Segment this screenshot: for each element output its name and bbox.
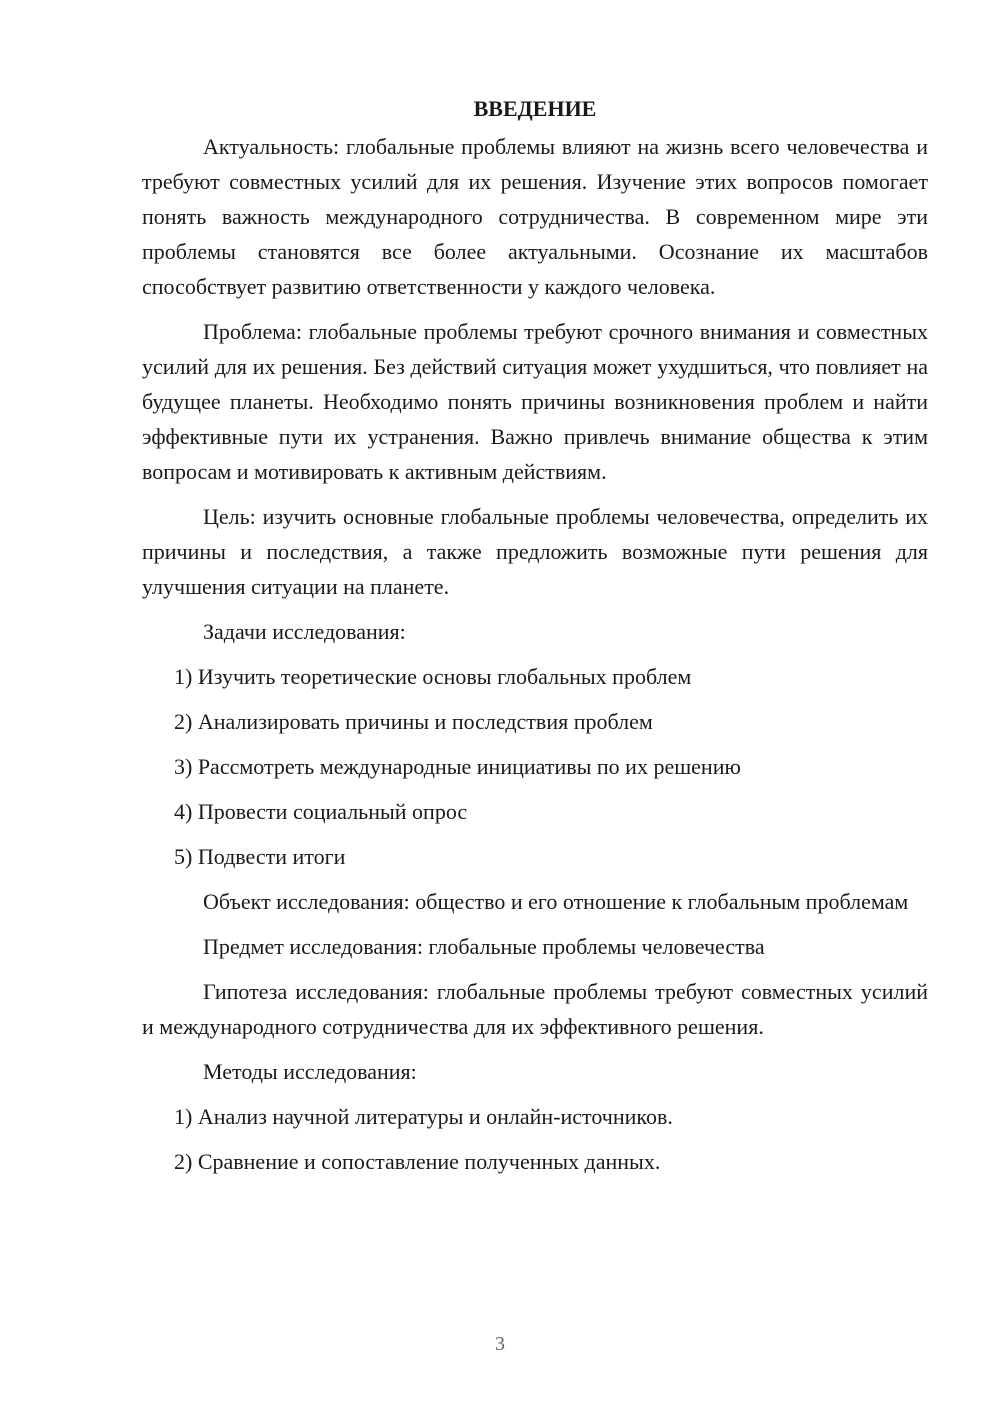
tasks-heading: Задачи исследования:: [203, 619, 406, 644]
goal-paragraph: Цель: изучить основные глобальные проблемы человечества, определить их причины и последствия, а также предложить возможные пути решения для улучшения ситуации на планете.: [142, 504, 928, 599]
relevance-paragraph: Актуальность: глобальные проблемы влияют на жизнь всего человечества и требуют совместных усилий для их решения. Изучение этих вопросов помогает понять важность международного сотрудничества. В современном мире эти проблемы становятся все более актуальными. Осознание их масштабов способствует развитию ответственности у каждого человека.: [142, 134, 928, 299]
hypothesis-paragraph: Гипотеза исследования: глобальные проблемы требуют совместных усилий и международного сотрудничества для их эффективного решения.: [142, 979, 928, 1039]
subject-paragraph: Предмет исследования: глобальные проблемы человечества: [203, 934, 765, 959]
list-item: 2) Анализировать причины и последствия проблем: [174, 709, 653, 734]
document-title: ВВЕДЕНИЕ: [473, 96, 597, 121]
problem-paragraph: Проблема: глобальные проблемы требуют срочного внимания и совместных усилий для их решения. Без действий ситуация может ухудшиться, что повлияет на будущее планеты. Необходимо понять причины возникновения проблем и найти эффективные пути их устранения. Важно привлечь внимание общества к этим вопросам и мотивировать к активным действиям.: [142, 319, 928, 484]
list-item: 1) Изучить теоретические основы глобальных проблем: [174, 664, 692, 689]
list-item: 1) Анализ научной литературы и онлайн-источников.: [174, 1104, 673, 1129]
methods-heading: Методы исследования:: [203, 1059, 417, 1084]
list-item: 3) Рассмотреть международные инициативы по их решению: [174, 754, 741, 779]
list-item: 2) Сравнение и сопоставление полученных данных.: [174, 1149, 661, 1174]
document-page: [142, 93, 928, 1179]
tasks-list: [142, 659, 928, 874]
methods-list: [142, 1099, 928, 1179]
list-item: 5) Подвести итоги: [174, 844, 346, 869]
object-paragraph: Объект исследования: общество и его отношение к глобальным проблемам: [203, 889, 909, 914]
page-number: 3: [495, 1333, 505, 1355]
list-item: 4) Провести социальный опрос: [174, 799, 468, 824]
